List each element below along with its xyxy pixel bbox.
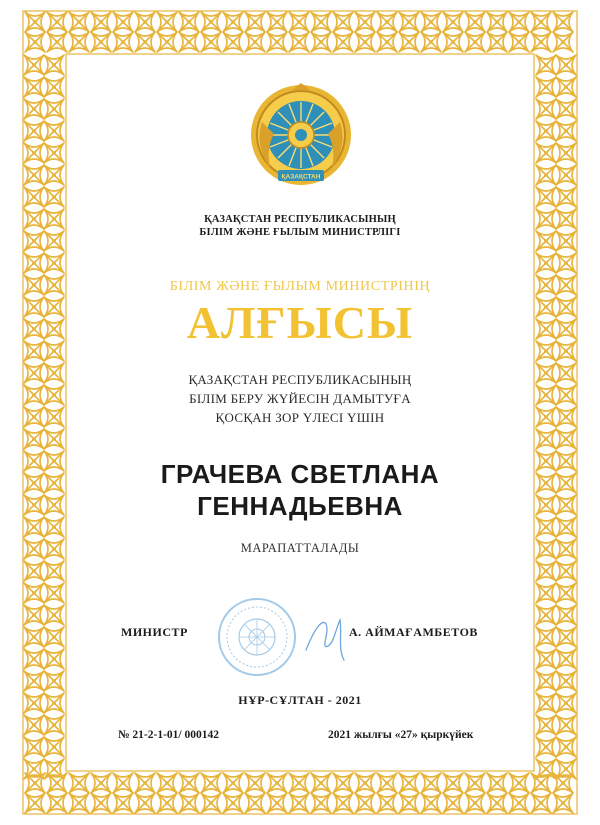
- border-motif: [377, 32, 397, 52]
- official-stamp-icon: [216, 596, 298, 678]
- border-motif: [157, 793, 177, 813]
- border-motif: [44, 99, 64, 119]
- border-motif: [44, 671, 64, 691]
- border-motif: [536, 143, 556, 163]
- border-motif: [24, 605, 44, 625]
- border-motif: [24, 759, 44, 779]
- border-motif: [245, 793, 265, 813]
- border-motif: [531, 793, 551, 813]
- border-motif: [355, 773, 375, 793]
- border-motif: [556, 187, 576, 207]
- border-motif: [135, 793, 155, 813]
- border-motif: [24, 55, 44, 75]
- border-motif: [556, 737, 576, 757]
- issue-date: 2021 жылғы «27» қыркүйек: [328, 729, 474, 741]
- border-motif: [44, 77, 64, 97]
- document-number: № 21-2-1-01/ 000142: [118, 729, 219, 741]
- border-motif: [556, 121, 576, 141]
- border-motif: [487, 12, 507, 32]
- border-motif: [536, 121, 556, 141]
- border-motif: [24, 99, 44, 119]
- border-motif: [421, 12, 441, 32]
- border-motif: [245, 773, 265, 793]
- border-motif: [311, 773, 331, 793]
- border-motif: [91, 32, 111, 52]
- border-motif: [201, 793, 221, 813]
- border-motif: [44, 253, 64, 273]
- border-motif: [536, 715, 556, 735]
- border-motif: [399, 773, 419, 793]
- border-motif: [289, 773, 309, 793]
- border-motif: [443, 32, 463, 52]
- border-motif: [536, 605, 556, 625]
- border-motif: [556, 627, 576, 647]
- border-motif: [421, 793, 441, 813]
- border-motif: [223, 12, 243, 32]
- border-motif: [91, 773, 111, 793]
- border-motif: [443, 773, 463, 793]
- border-motif: [113, 793, 133, 813]
- border-motif: [25, 12, 45, 32]
- minister-position: МИНИСТР: [121, 625, 188, 639]
- recipient-line-1: ГРАЧЕВА СВЕТЛАНА: [160, 459, 440, 489]
- minister-name: А. АЙМАҒАМБЕТОВ: [349, 625, 478, 639]
- border-motif: [333, 793, 353, 813]
- border-motif: [201, 32, 221, 52]
- border-motif: [465, 793, 485, 813]
- border-motif: [69, 793, 89, 813]
- border-motif: [556, 561, 576, 581]
- border-motif: [47, 32, 67, 52]
- border-motif: [531, 32, 551, 52]
- border-motif: [69, 12, 89, 32]
- border-motif: [245, 32, 265, 52]
- border-motif: [44, 605, 64, 625]
- border-motif: [289, 793, 309, 813]
- border-motif: [179, 32, 199, 52]
- border-motif: [113, 12, 133, 32]
- border-motif: [24, 187, 44, 207]
- border-motif: [157, 773, 177, 793]
- issuer-line-1: ҚАЗАҚСТАН РЕСПУБЛИКАСЫНЫҢ: [204, 214, 396, 225]
- border-motif: [536, 165, 556, 185]
- border-motif: [536, 253, 556, 273]
- border-motif: [44, 627, 64, 647]
- border-motif: [179, 12, 199, 32]
- emblem-inscription: ҚАЗАҚСТАН: [281, 173, 321, 181]
- border-motif: [24, 627, 44, 647]
- border-motif: [135, 773, 155, 793]
- border-motif: [289, 32, 309, 52]
- border-motif: [553, 12, 573, 32]
- recipient-name: [0, 458, 600, 522]
- award-text: МАРАПАТТАЛАДЫ: [240, 541, 360, 555]
- border-motif: [355, 32, 375, 52]
- border-motif: [47, 12, 67, 32]
- border-motif: [135, 12, 155, 32]
- border-motif: [556, 671, 576, 691]
- heading-title: АЛҒЫСЫ: [186, 297, 414, 348]
- place-year: НҰР-СҰЛТАН - 2021: [238, 693, 362, 707]
- border-motif: [377, 773, 397, 793]
- border-motif: [465, 773, 485, 793]
- border-motif: [24, 253, 44, 273]
- border-motif: [179, 793, 199, 813]
- border-motif: [487, 32, 507, 52]
- recipient-line-2: ГЕННАДЬЕВНА: [197, 491, 403, 521]
- border-motif: [44, 121, 64, 141]
- border-motif: [487, 793, 507, 813]
- border-motif: [399, 32, 419, 52]
- border-motif: [536, 561, 556, 581]
- border-motif: [399, 793, 419, 813]
- state-emblem-icon: [248, 82, 354, 190]
- border-motif: [531, 12, 551, 32]
- issuer-line-2: БІЛІМ ЖӘНЕ ҒЫЛЫМ МИНИСТРЛІГІ: [199, 227, 401, 238]
- border-motif: [24, 649, 44, 669]
- border-motif: [24, 121, 44, 141]
- border-motif: [44, 737, 64, 757]
- border-motif: [267, 12, 287, 32]
- border-motif: [24, 165, 44, 185]
- border-motif: [44, 583, 64, 603]
- border-motif: [24, 143, 44, 163]
- border-motif: [289, 12, 309, 32]
- border-motif: [69, 773, 89, 793]
- border-motif: [223, 793, 243, 813]
- border-motif: [536, 429, 556, 449]
- border-motif: [24, 737, 44, 757]
- border-motif: [113, 32, 133, 52]
- border-motif: [377, 793, 397, 813]
- border-motif: [44, 649, 64, 669]
- border-motif: [47, 793, 67, 813]
- border-motif: [556, 55, 576, 75]
- reason-line-3: ҚОСҚАН ЗОР ҮЛЕСІ ҮШІН: [215, 410, 385, 425]
- border-motif: [25, 793, 45, 813]
- border-motif: [157, 32, 177, 52]
- border-motif: [24, 715, 44, 735]
- border-motif: [465, 12, 485, 32]
- border-motif: [509, 793, 529, 813]
- border-motif: [44, 429, 64, 449]
- border-motif: [443, 12, 463, 32]
- border-motif: [267, 32, 287, 52]
- border-motif: [24, 77, 44, 97]
- border-motif: [44, 55, 64, 75]
- border-motif: [311, 32, 331, 52]
- border-motif: [91, 793, 111, 813]
- border-motif: [201, 773, 221, 793]
- border-motif: [553, 32, 573, 52]
- border-motif: [443, 793, 463, 813]
- border-motif: [556, 649, 576, 669]
- border-motif: [44, 143, 64, 163]
- border-motif: [509, 773, 529, 793]
- border-motif: [223, 32, 243, 52]
- border-motif: [113, 773, 133, 793]
- border-motif: [556, 605, 576, 625]
- border-motif: [44, 165, 64, 185]
- reason-line-2: БІЛІМ БЕРУ ЖҮЙЕСІН ДАМЫТУҒА: [189, 391, 411, 406]
- border-motif: [487, 773, 507, 793]
- border-motif: [157, 12, 177, 32]
- border-motif: [355, 793, 375, 813]
- border-motif: [536, 55, 556, 75]
- border-motif: [556, 583, 576, 603]
- border-motif: [556, 143, 576, 163]
- border-motif: [377, 12, 397, 32]
- border-motif: [553, 793, 573, 813]
- border-motif: [556, 165, 576, 185]
- border-motif: [509, 32, 529, 52]
- border-motif: [267, 793, 287, 813]
- border-motif: [201, 12, 221, 32]
- border-motif: [556, 253, 576, 273]
- border-motif: [556, 715, 576, 735]
- border-motif: [536, 671, 556, 691]
- border-motif: [421, 32, 441, 52]
- border-motif: [333, 32, 353, 52]
- border-motif: [44, 715, 64, 735]
- border-motif: [556, 429, 576, 449]
- border-motif: [355, 12, 375, 32]
- border-motif: [399, 12, 419, 32]
- border-motif: [91, 12, 111, 32]
- border-motif: [44, 187, 64, 207]
- border-motif: [536, 627, 556, 647]
- reason-block: [0, 370, 600, 427]
- border-motif: [24, 429, 44, 449]
- border-motif: [24, 561, 44, 581]
- border-motif: [24, 671, 44, 691]
- border-motif: [536, 649, 556, 669]
- border-motif: [44, 561, 64, 581]
- border-motif: [179, 773, 199, 793]
- border-motif: [536, 737, 556, 757]
- border-motif: [509, 12, 529, 32]
- border-motif: [311, 793, 331, 813]
- border-motif: [24, 583, 44, 603]
- border-motif: [556, 77, 576, 97]
- border-motif: [536, 187, 556, 207]
- border-motif: [267, 773, 287, 793]
- border-motif: [311, 12, 331, 32]
- reason-line-1: ҚАЗАҚСТАН РЕСПУБЛИКАСЫНЫҢ: [188, 372, 412, 387]
- border-motif: [333, 12, 353, 32]
- border-motif: [69, 32, 89, 52]
- issuer-block: [0, 213, 600, 239]
- border-motif: [25, 32, 45, 52]
- border-motif: [465, 32, 485, 52]
- border-motif: [421, 773, 441, 793]
- border-motif: [536, 583, 556, 603]
- border-motif: [536, 99, 556, 119]
- border-motif: [135, 32, 155, 52]
- border-motif: [536, 77, 556, 97]
- border-motif: [556, 99, 576, 119]
- heading-subtitle: БІЛІМ ЖӘНЕ ҒЫЛЫМ МИНИСТРІНІҢ: [169, 279, 431, 294]
- border-motif: [223, 773, 243, 793]
- border-motif: [333, 773, 353, 793]
- border-motif: [245, 12, 265, 32]
